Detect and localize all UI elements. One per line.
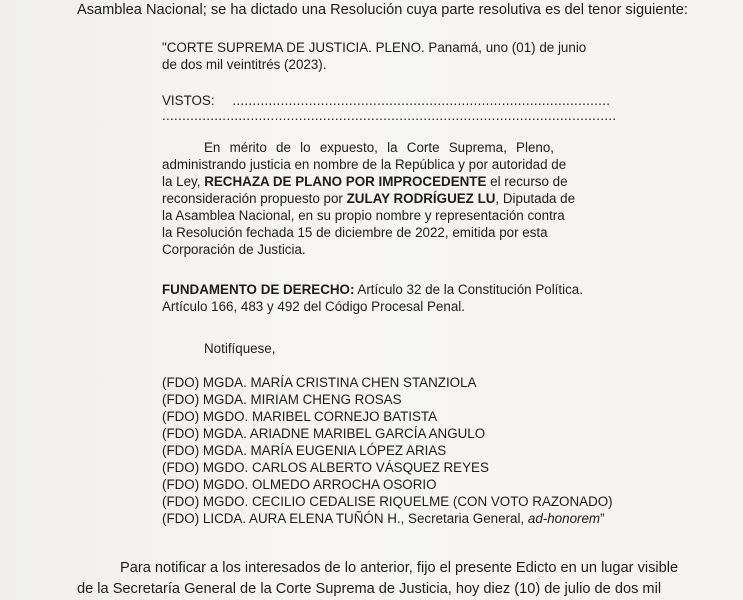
merito-line2: administrando justicia en nombre de la República y por autoridad de [162,157,567,172]
vistos-dots-continued: ................................................................................................................. [162,108,617,123]
closing-line2: de la Secretaría General de la Corte Suprema de Justicia, hoy diez (10) de julio de dos mil [77,581,662,597]
ruling-text: RECHAZA DE PLANO POR IMPROCEDENTE [204,174,487,189]
secretary-signatory-line: (FDO) LICDA. AURA ELENA TUÑÓN H., Secretaria General, ad-honorem” [162,511,605,526]
resolution-header-line1: "CORTE SUPREMA DE JUSTICIA. PLENO. Panamá, uno (01) de junio [162,40,587,55]
notifiquese: Notifíquese, [204,341,276,356]
signatory-line: (FDO) MGDA. MIRIAM CHENG ROSAS [162,392,402,407]
closing-line1: Para notificar a los interesados de lo anterior, fijo el presente Edicto en un lugar visible [120,560,679,576]
appellant-name: ZULAY RODRÍGUEZ LU [346,191,496,206]
signatory-line: (FDO) MGDA. MARÍA CRISTINA CHEN STANZIOLA [162,375,477,390]
merito-line1: En mérito de lo expuesto, la Corte Suprema, Pleno, [204,140,554,155]
signatory-line: (FDO) MGDA. ARIADNE MARIBEL GARCÍA ANGULO [162,426,486,441]
merito-line5: la Asamblea Nacional, en su propio nombre y representación contra [162,208,565,223]
merito-line6: la Resolución fechada 15 de diciembre de 2022, emitida por esta [162,225,548,240]
intro-line: Asamblea Nacional; se ha dictado una Resolución cuya parte resolutiva es del tenor siguiente: [77,2,688,18]
signatory-line: (FDO) MGDO. CECILIO CEDALISE RIQUELME (CON VOTO RAZONADO) [162,494,613,509]
merito-line4: reconsideración propuesto por ZULAY RODRÍGUEZ LU, Diputada de [162,191,576,206]
merito-line7: Corporación de Justicia. [162,242,306,257]
fundamento-line2: Artículo 166, 483 y 492 del Código Procesal Penal. [162,299,465,314]
fundamento-line1: FUNDAMENTO DE DERECHO: Artículo 32 de la Constitución Política. [162,282,583,297]
signatory-line: (FDO) MGDA. MARÍA EUGENIA LÓPEZ ARIAS [162,443,447,458]
merito-line3: la Ley, RECHAZA DE PLANO POR IMPROCEDENTE el recurso de [162,174,568,189]
signatory-line: (FDO) MGDO. MARIBEL CORNEJO BATISTA [162,409,438,424]
resolution-header-line2: de dos mil veintitrés (2023). [162,57,327,72]
vistos-dots: .............................................................................................. [232,93,611,108]
fundamento-label: FUNDAMENTO DE DERECHO: [162,282,355,297]
signatory-line: (FDO) MGDO. OLMEDO ARROCHA OSORIO [162,477,437,492]
vistos-label: VISTOS: [162,93,215,108]
signatory-line: (FDO) MGDO. CARLOS ALBERTO VÁSQUEZ REYES [162,460,489,475]
